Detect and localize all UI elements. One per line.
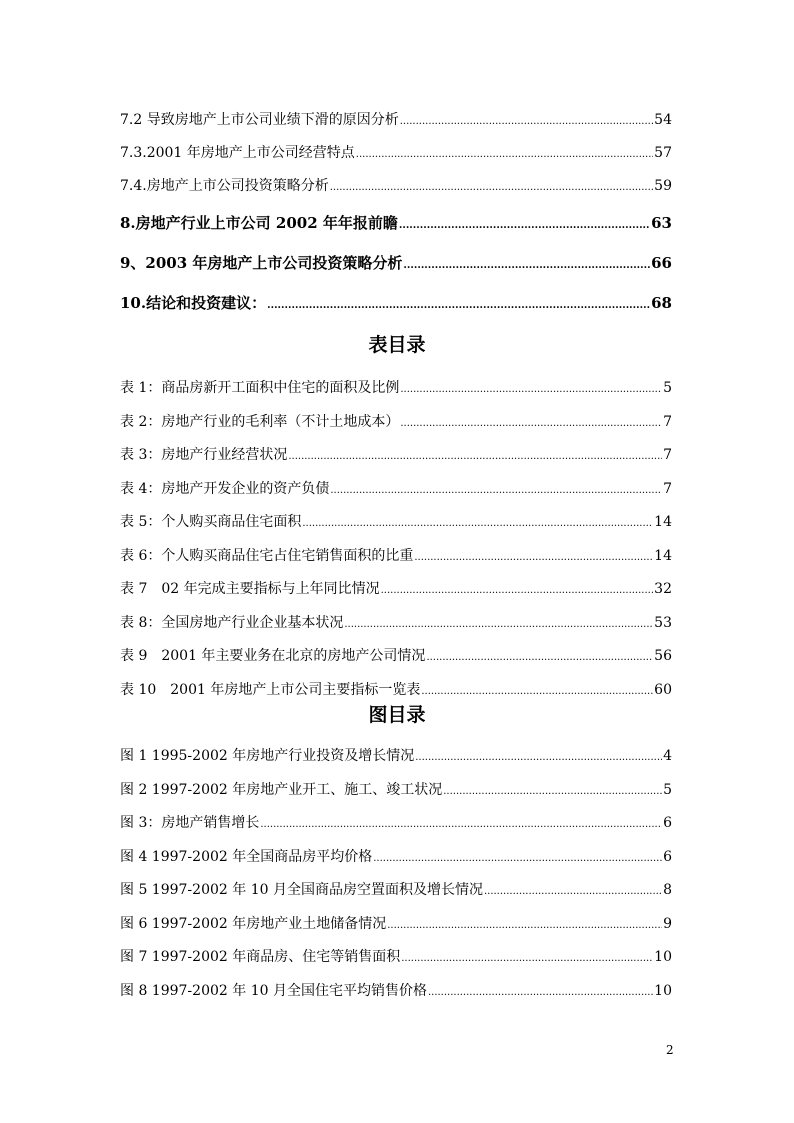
figure-list-entry-page: 10 [654,982,672,999]
table-list-entry[interactable] [120,573,672,607]
table-list-entry-title: 表 1：商品房新开工面积中住宅的面积及比例 [120,380,400,396]
table-list-entry-page: 5 [663,380,672,396]
dot-leader [288,440,662,474]
toc-entry-title: 8.房地产行业上市公司 2002 年年报前瞻 [120,214,398,232]
toc-entry[interactable] [120,170,672,203]
table-list-entry-title: 表 2：房地产行业的毛利率（不计土地成本） [120,413,400,430]
figure-list-entry[interactable] [120,807,672,841]
dot-leader [484,875,662,909]
figure-list-entry-title: 图 1 1995-2002 年房地产行业投资及增长情况 [120,748,415,764]
figure-list-entry-page: 6 [663,815,672,831]
figure-list-entry-page: 9 [663,915,672,932]
tables-heading: 表目录 [368,334,426,356]
figure-list-entry-title: 图 8 1997-2002 年 10 月全国住宅平均销售价格 [120,982,427,999]
dot-leader [415,741,662,775]
dot-leader [400,105,653,138]
toc-main-entries [120,104,672,323]
table-list-entry-title: 表 10 2001 年房地产上市公司主要指标一览表 [120,681,421,698]
toc-entry[interactable] [120,243,672,283]
table-list-entry-page: 7 [663,447,672,463]
table-list-entry-title: 表 7 02 年完成主要指标与上年同比情况 [120,581,380,597]
dot-leader [443,775,662,809]
dot-leader [260,808,662,842]
dot-leader [426,641,653,675]
table-list-entry-title: 表 9 2001 年主要业务在北京的房地产公司情况 [120,648,426,664]
toc-entry[interactable] [120,104,672,137]
table-list-entry-page: 7 [663,480,672,497]
figures-heading: 图目录 [368,704,426,726]
figure-list-entry-title: 图 3：房地产销售增长 [120,815,260,831]
toc-entry-title: 9、2003 年房地产上市公司投资策略分析 [120,254,403,272]
toc-entry[interactable] [120,137,672,170]
table-list-entry[interactable] [120,506,672,540]
toc-entry[interactable] [120,283,672,323]
dot-leader [387,909,662,943]
figure-list-entry-page: 10 [654,949,672,965]
toc-entry-title: 7.4.房地产上市公司投资策略分析 [120,178,329,194]
table-list-entry-title: 表 6：个人购买商品住宅占住宅销售面积的比重 [120,547,414,564]
toc-entry-title: 7.3.2001 年房地产上市公司经营特点 [120,145,355,161]
toc-entry-title: 7.2 导致房地产上市公司业绩下滑的原因分析 [120,112,399,128]
dot-leader [330,474,662,508]
table-list-entry[interactable] [120,406,672,440]
dot-leader [373,842,662,876]
table-list-entry-title: 表 5：个人购买商品住宅面积 [120,514,302,530]
table-list-entry[interactable] [120,640,672,674]
figure-list-entry[interactable] [120,975,672,1009]
dot-leader [381,574,654,608]
dot-leader [267,286,650,326]
table-list-entry-page: 53 [654,614,672,631]
dot-leader [356,138,653,171]
table-list-entry-title: 表 3：房地产行业经营状况 [120,447,288,463]
table-list-entry-title: 表 4：房地产开发企业的资产负债 [120,480,330,497]
dot-leader [401,942,653,976]
toc-entry-title: 10.结论和投资建议： [120,294,267,312]
figure-list-entry-page: 5 [663,781,672,798]
dot-leader [414,541,653,575]
figure-list-entry-title: 图 2 1997-2002 年房地产业开工、施工、竣工状况 [120,781,443,798]
toc-entry-page: 54 [654,112,672,128]
table-list-entry-page: 32 [654,581,672,597]
figure-list-entry[interactable] [120,874,672,908]
dot-leader [302,507,653,541]
toc-entry-page: 63 [651,214,672,232]
table-of-figures [120,740,672,1008]
figure-list-entry[interactable] [120,774,672,808]
toc-entry-page: 68 [651,294,672,312]
toc-entry-page: 57 [654,145,672,161]
table-list-entry[interactable] [120,372,672,406]
dot-leader [400,373,662,407]
dot-leader [330,171,653,204]
dot-leader [428,976,653,1010]
figure-list-entry-page: 6 [663,848,672,865]
table-list-entry-page: 7 [663,413,672,430]
table-list-entry-page: 14 [654,547,672,564]
page-number: 2 [666,1043,674,1057]
figure-list-entry-page: 4 [663,748,672,764]
toc-entry[interactable] [120,203,672,243]
figure-list-entry[interactable] [120,941,672,975]
table-of-tables [120,372,672,707]
dot-leader [344,608,653,642]
figure-list-entry-title: 图 6 1997-2002 年房地产业土地储备情况 [120,915,387,932]
table-list-entry-page: 56 [654,648,672,664]
toc-entry-page: 59 [654,178,672,194]
toc-entry-page: 66 [651,254,672,272]
table-list-entry-title: 表 8：全国房地产行业企业基本状况 [120,614,344,631]
dot-leader [403,246,650,286]
table-list-entry-page: 14 [654,514,672,530]
table-list-entry[interactable] [120,473,672,507]
figure-list-entry-title: 图 7 1997-2002 年商品房、住宅等销售面积 [120,949,401,965]
dot-leader [399,206,650,246]
figure-list-entry-page: 8 [663,882,672,898]
figure-list-entry-title: 图 5 1997-2002 年 10 月全国商品房空置面积及增长情况 [120,882,483,898]
table-list-entry-page: 60 [654,681,672,698]
table-list-entry[interactable] [120,607,672,641]
table-list-entry[interactable] [120,439,672,473]
figure-list-entry[interactable] [120,841,672,875]
figure-list-entry[interactable] [120,908,672,942]
table-list-entry[interactable] [120,540,672,574]
figure-list-entry[interactable] [120,740,672,774]
dot-leader [400,407,662,441]
figure-list-entry-title: 图 4 1997-2002 年全国商品房平均价格 [120,848,373,865]
